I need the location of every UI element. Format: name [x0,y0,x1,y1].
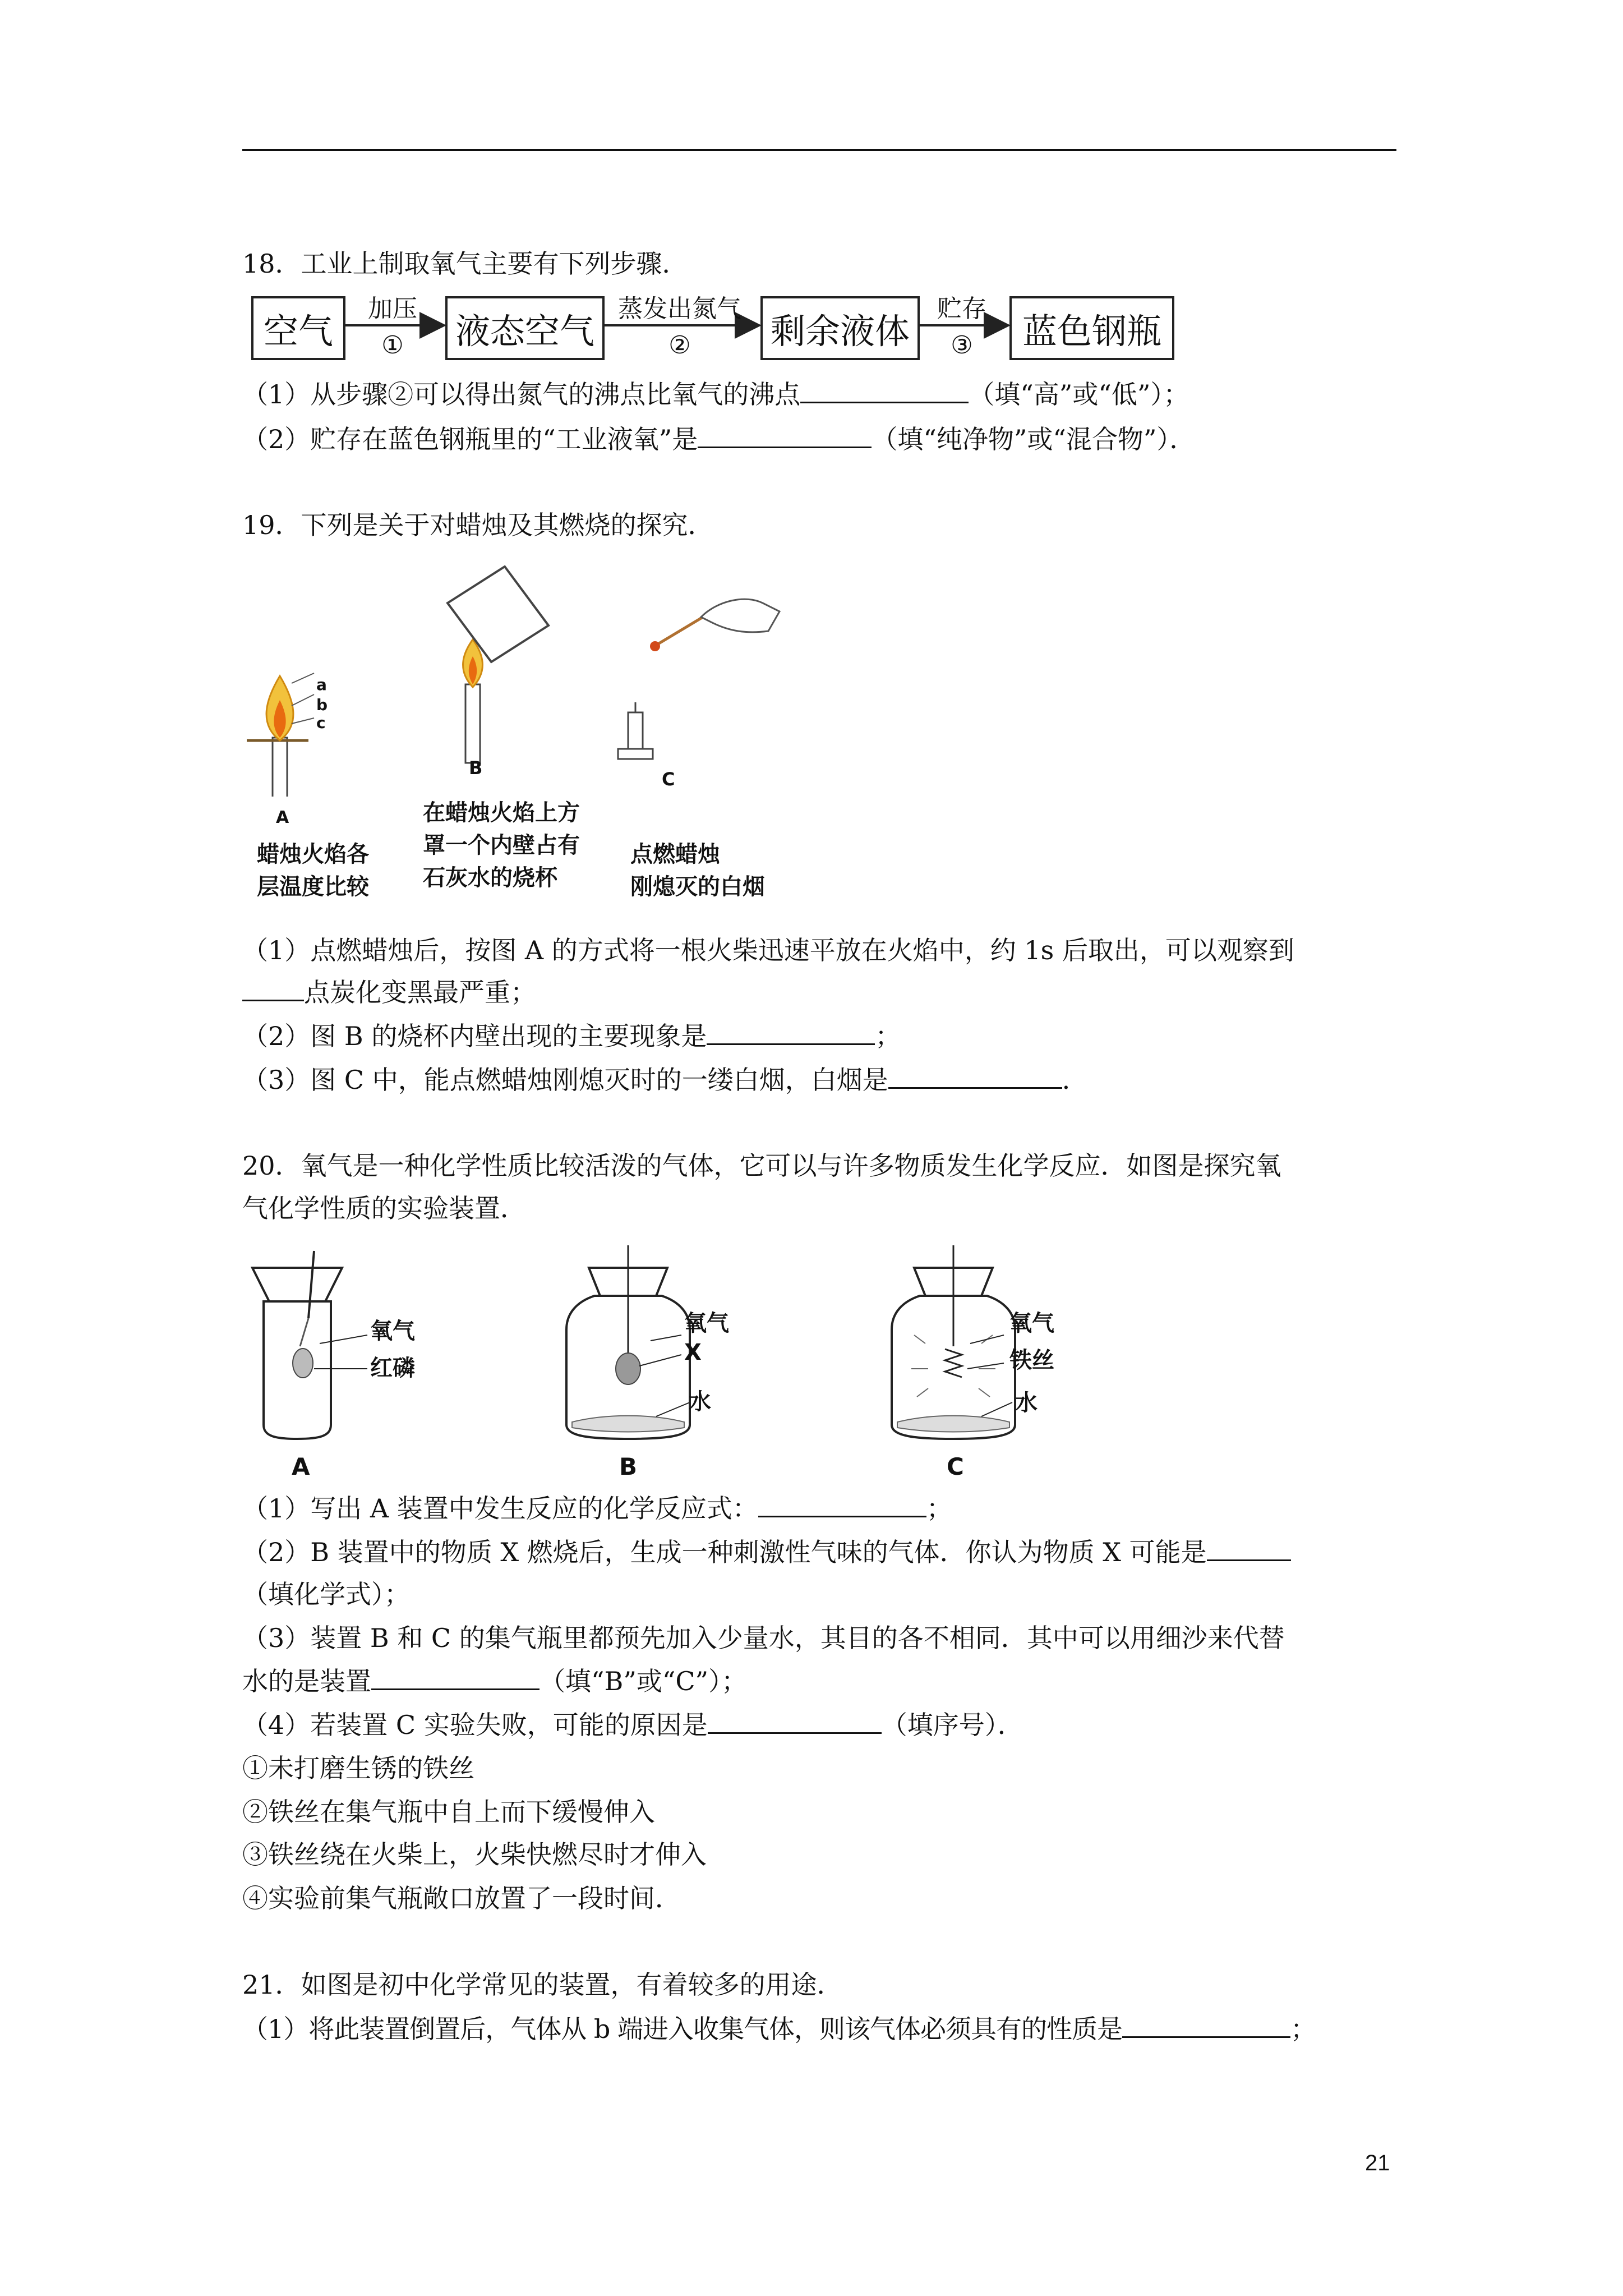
flow-box-air: 空气 [251,296,345,360]
bottle-c-label-water: 水 [1015,1390,1038,1416]
flow-box-blue-cylinder: 蓝色钢瓶 [1009,296,1174,360]
candle-c-drawing [618,599,780,759]
q20-option-1: ①未打磨生锈的铁丝 [242,1753,474,1783]
q20-part3-text2: 水的是装置 [242,1666,371,1696]
q19-part1-end: 点炭化变黑最严重； [304,977,536,1007]
q18-part1-hint: （填“高”或“低”）； [969,379,1189,409]
q20-part4 [242,1708,1023,1742]
q20-title-line1: 20．氧气是一种化学性质比较活泼的气体，它可以与许多物质发生化学反应．如图是探究氧 [242,1151,1281,1181]
bottle-b-label-oxygen: 氧气 [684,1310,729,1336]
candle-b-letter: B [469,757,483,779]
q18-title: 18．工业上制取氧气主要有下列步骤． [242,249,688,279]
candle-b-caption-line3: 石灰水的烧杯 [423,865,557,891]
q20-part2-cont: （填化学式）； [242,1579,410,1609]
q18-part2-blank[interactable] [698,422,872,448]
q20-part1 [242,1491,952,1525]
q18-part1-text: （1）从步骤②可以得出氮气的沸点比氧气的沸点 [242,379,801,409]
q19-part3-end: ． [1062,1065,1088,1095]
candle-b-drawing [448,567,548,763]
flow-arrows [0,0,1623,393]
q20-title-line2: 气化学性质的实验装置． [242,1193,526,1223]
q19-title: 19．下列是关于对蜡烛及其燃烧的探究． [242,510,714,540]
q19-part1-blank[interactable] [242,975,304,1001]
q20-option-4: ④实验前集气瓶敞口放置了一段时间． [242,1883,681,1913]
q21-part1-blank[interactable] [1122,2012,1290,2038]
arrow-2-top-label: 蒸发出氮气 [618,295,741,323]
q19-part1: （1）点燃蜡烛后，按图 A 的方式将一根火柴迅速平放在火焰中，约 1s 后取出，可以观察到 [242,935,1294,965]
bottle-c-drawing [892,1245,1015,1439]
q20-part2-text: （2）B 装置中的物质 X 燃烧后，生成一种刺激性气味的气体．你认为物质 X 可能是 [242,1537,1207,1567]
bottle-c-letter: C [947,1453,964,1480]
candle-a-drawing [247,673,314,797]
mark-b: b [316,696,328,714]
candle-b-caption [423,797,580,894]
candle-a-letter: A [276,808,289,827]
q19-part3 [242,1062,1088,1097]
q20-option-3: ③铁丝绕在火柴上，火柴快燃尽时才伸入 [242,1839,707,1870]
candle-b-caption-line1: 在蜡烛火焰上方 [423,800,580,826]
q20-part1-end: ； [926,1493,952,1524]
candle-a-caption [257,838,369,903]
candle-c-caption-line2: 刚熄灭的白烟 [630,874,765,900]
q20-part3-hint: （填“B”或“C”）； [540,1666,748,1696]
candle-c-letter: C [662,769,675,790]
q20-part2-blank[interactable] [1207,1535,1291,1561]
mark-a: a [316,675,327,694]
q19-part3-blank[interactable] [888,1062,1062,1089]
bottle-b-letter: B [619,1453,638,1480]
bottle-a-letter: A [292,1453,310,1480]
flow-box-liquid-air: 液态空气 [445,296,605,360]
candle-c-caption [630,838,765,903]
bottle-a-label-red-phosphorus: 红磷 [370,1355,415,1381]
flow-box-remaining-liquid: 剩余液体 [760,296,920,360]
candle-a-caption-line1: 蜡烛火焰各 [257,841,369,867]
q20-part1-text: （1）写出 A 装置中发生反应的化学反应式： [242,1493,758,1524]
q21-part1 [242,2012,1316,2046]
q18-part1 [242,377,1189,411]
arrow-1-top-label: 加压 [368,295,417,323]
q19-part3-text: （3）图 C 中，能点燃蜡烛刚熄灭时的一缕白烟，白烟是 [242,1065,888,1095]
candle-c-caption-line1: 点燃蜡烛 [630,841,720,867]
bottle-b-label-x: X [684,1340,702,1365]
q18-part2-hint: （填“纯净物”或“混合物”）． [872,424,1196,454]
candle-a-caption-line2: 层温度比较 [257,874,369,900]
q19-part2-text: （2）图 B 的烧杯内壁出现的主要现象是 [242,1021,707,1051]
q19-part1-cont [242,975,536,1009]
q20-part3: （3）装置 B 和 C 的集气瓶里都预先加入少量水，其目的各不相同．其中可以用细沙来代替 [242,1623,1285,1653]
q20-part3-blank[interactable] [371,1664,540,1690]
bottle-a-label-oxygen: 氧气 [370,1318,415,1344]
bottle-a-drawing [252,1251,367,1439]
arrow-3-top-label: 贮存 [937,295,986,323]
q19-part2 [242,1019,901,1053]
q21-part1-text: （1）将此装置倒置后，气体从 b 端进入收集气体，则该气体必须具有的性质是 [242,2014,1122,2044]
q20-part4-blank[interactable] [708,1708,882,1734]
q18-part2-text: （2）贮存在蓝色钢瓶里的“工业液氧”是 [242,424,698,454]
q19-part2-end: ； [875,1021,901,1051]
arrow-1-bottom-label: ① [381,331,404,360]
q20-part2 [242,1535,1291,1569]
mark-c: c [316,714,326,732]
q20-part4-text: （4）若装置 C 实验失败，可能的原因是 [242,1710,708,1740]
arrow-3-bottom-label: ③ [951,331,973,360]
q21-title: 21．如图是初中化学常见的装置，有着较多的用途． [242,1970,843,2000]
page-number: 21 [1365,2151,1390,2175]
bottle-b-label-water: 水 [689,1389,711,1415]
arrow-2-bottom-label: ② [668,331,691,360]
q18-part2 [242,422,1195,456]
bottle-b-drawing [566,1245,690,1439]
candle-b-caption-line2: 罩一个内壁占有 [423,832,580,858]
q18-part1-blank[interactable] [800,377,969,403]
q19-part2-blank[interactable] [707,1019,875,1045]
q20-part1-blank[interactable] [758,1491,926,1517]
q20-part3-cont [242,1664,747,1698]
bottle-c-label-iron-wire: 铁丝 [1009,1347,1054,1373]
q21-part1-end: ； [1290,2014,1316,2044]
bottle-c-label-oxygen: 氧气 [1009,1310,1054,1336]
q20-part4-hint: （填序号）． [881,1710,1023,1740]
q20-option-2: ②铁丝在集气瓶中自上而下缓慢伸入 [242,1797,655,1827]
